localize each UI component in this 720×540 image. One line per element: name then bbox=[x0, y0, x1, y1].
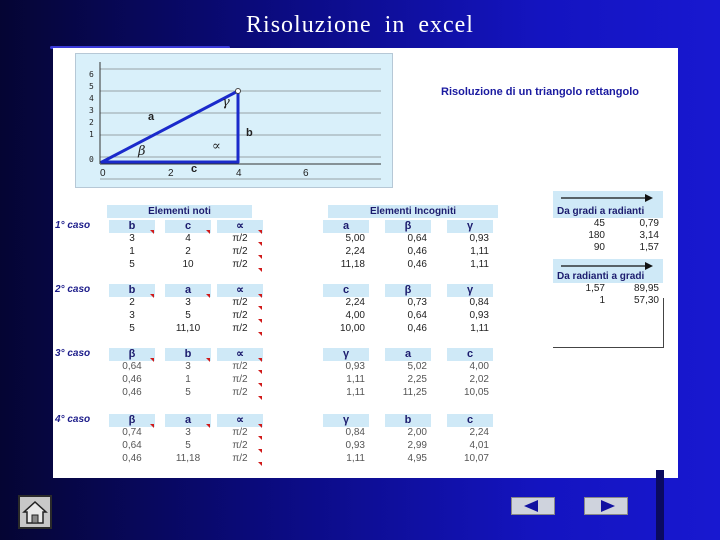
prev-arrow-icon bbox=[512, 498, 554, 514]
known-cell[interactable]: 0,74 bbox=[122, 427, 142, 438]
unknown-col-header: c bbox=[323, 284, 369, 297]
next-arrow-icon bbox=[585, 498, 627, 514]
unknown-col-header: c bbox=[447, 414, 493, 427]
known-cell[interactable]: 0,46 bbox=[122, 374, 142, 385]
unknown-cell[interactable]: 10,07 bbox=[463, 453, 489, 464]
known-cell[interactable]: 3 bbox=[185, 297, 191, 308]
deg-to-rad-header: Da gradi a radianti bbox=[553, 205, 663, 218]
unknown-cell[interactable]: 2,25 bbox=[407, 374, 427, 385]
known-cell[interactable]: 0,46 bbox=[122, 387, 142, 398]
unknown-cell[interactable]: 0,46 bbox=[407, 259, 427, 270]
known-col-header: ∝ bbox=[217, 220, 263, 233]
sheet-heading: Risoluzione di un triangolo rettangolo bbox=[441, 86, 639, 98]
unknown-cell[interactable]: 4,01 bbox=[469, 440, 489, 451]
unknown-col-header: a bbox=[385, 348, 431, 361]
label-alpha: ∝ bbox=[212, 139, 221, 154]
known-cell[interactable]: π/2 bbox=[232, 310, 248, 321]
conversion-cell[interactable]: 89,95 bbox=[633, 283, 659, 294]
unknown-cell[interactable]: 0,64 bbox=[407, 310, 427, 321]
known-cell[interactable]: 3 bbox=[129, 233, 135, 244]
conversion-cell[interactable]: 1,57 bbox=[585, 283, 605, 294]
known-col-header: β bbox=[109, 414, 155, 427]
known-cell[interactable]: 2 bbox=[129, 297, 135, 308]
unknown-cell[interactable]: 1,11 bbox=[470, 323, 489, 334]
unknown-cell[interactable]: 2,24 bbox=[345, 246, 365, 257]
known-cell[interactable]: 2 bbox=[185, 246, 191, 257]
label-a: a bbox=[148, 111, 155, 123]
known-col-header: b bbox=[165, 348, 211, 361]
unknown-cell[interactable]: 0,93 bbox=[345, 361, 365, 372]
known-cell[interactable]: π/2 bbox=[232, 233, 248, 244]
unknown-cell[interactable]: 4,00 bbox=[469, 361, 489, 372]
conv-border bbox=[663, 298, 664, 348]
known-cell[interactable]: 0,64 bbox=[122, 361, 142, 372]
conv-border-bottom bbox=[553, 347, 663, 348]
known-cell[interactable]: 4 bbox=[185, 233, 191, 244]
conversion-cell[interactable]: 57,30 bbox=[633, 295, 659, 306]
case-label: 2° caso bbox=[55, 284, 91, 295]
known-cell[interactable]: π/2 bbox=[232, 440, 248, 451]
unknown-cell[interactable]: 2,99 bbox=[407, 440, 427, 451]
unknown-col-header: β bbox=[385, 284, 431, 297]
unknown-col-header: c bbox=[447, 348, 493, 361]
triangle-chart bbox=[75, 53, 393, 188]
known-cell[interactable]: π/2 bbox=[232, 323, 248, 334]
case-label: 4° caso bbox=[55, 414, 91, 425]
y-tick-3: 3 bbox=[89, 106, 94, 115]
known-cell[interactable]: π/2 bbox=[232, 387, 248, 398]
unknown-cell[interactable]: 0,84 bbox=[345, 427, 365, 438]
label-gamma: γ bbox=[222, 95, 230, 110]
comment-marker bbox=[258, 462, 262, 466]
x-tick-6: 6 bbox=[303, 168, 309, 179]
next-button[interactable] bbox=[584, 497, 628, 515]
unknown-col-header: γ bbox=[447, 284, 493, 297]
unknown-cell[interactable]: 5,02 bbox=[407, 361, 427, 372]
unknown-cell[interactable]: 5,00 bbox=[345, 233, 365, 244]
label-b: b bbox=[246, 127, 253, 139]
unknown-col-header: a bbox=[323, 220, 369, 233]
known-cell[interactable]: 1 bbox=[185, 374, 191, 385]
unknown-cell[interactable]: 1,11 bbox=[346, 374, 365, 385]
triangle-chart-svg bbox=[76, 54, 392, 187]
slide-edge bbox=[656, 470, 664, 540]
known-cell[interactable]: 0,46 bbox=[122, 453, 142, 464]
unknown-elements-header: Elementi Incogniti bbox=[328, 205, 498, 218]
unknown-cell[interactable]: 0,93 bbox=[345, 440, 365, 451]
known-cell[interactable]: 5 bbox=[185, 440, 191, 451]
known-cell[interactable]: 10 bbox=[182, 259, 194, 270]
label-c: c bbox=[191, 163, 198, 175]
known-col-header: a bbox=[165, 414, 211, 427]
known-cell[interactable]: 0,64 bbox=[122, 440, 142, 451]
known-cell[interactable]: 5 bbox=[129, 323, 135, 334]
x-tick-0: 0 bbox=[100, 168, 106, 179]
known-col-header: ∝ bbox=[217, 348, 263, 361]
known-cell[interactable]: 5 bbox=[185, 387, 191, 398]
unknown-cell[interactable]: 0,84 bbox=[469, 297, 489, 308]
known-col-header: b bbox=[109, 220, 155, 233]
slide-title: Risoluzione in excel bbox=[246, 12, 474, 38]
unknown-cell[interactable]: 4,00 bbox=[345, 310, 365, 321]
unknown-cell[interactable]: 0,93 bbox=[469, 310, 489, 321]
conversion-cell[interactable]: 0,79 bbox=[639, 218, 659, 229]
known-cell[interactable]: π/2 bbox=[232, 259, 248, 270]
comment-marker bbox=[258, 268, 262, 272]
label-beta: β bbox=[138, 144, 146, 159]
unknown-cell[interactable]: 0,93 bbox=[469, 233, 489, 244]
known-cell[interactable]: π/2 bbox=[232, 246, 248, 257]
unknown-cell[interactable]: 4,95 bbox=[407, 453, 427, 464]
y-tick-5: 5 bbox=[89, 82, 94, 91]
known-cell[interactable]: 3 bbox=[185, 427, 191, 438]
unknown-cell[interactable]: 10,00 bbox=[339, 323, 365, 334]
unknown-cell[interactable]: 10,05 bbox=[463, 387, 489, 398]
conversion-cell[interactable]: 1 bbox=[599, 295, 605, 306]
comment-marker bbox=[258, 396, 262, 400]
unknown-cell[interactable]: 1,11 bbox=[470, 246, 489, 257]
known-cell[interactable]: π/2 bbox=[232, 453, 248, 464]
known-col-header: a bbox=[165, 284, 211, 297]
known-cell[interactable]: 11,18 bbox=[175, 453, 201, 464]
conversion-cell[interactable]: 180 bbox=[588, 230, 605, 241]
y-tick-6: 6 bbox=[89, 70, 94, 79]
known-cell[interactable]: π/2 bbox=[232, 374, 248, 385]
conversion-cell[interactable]: 45 bbox=[593, 218, 605, 229]
known-cell[interactable]: 5 bbox=[129, 259, 135, 270]
unknown-cell[interactable]: 1,11 bbox=[346, 387, 365, 398]
unknown-cell[interactable]: 0,46 bbox=[407, 246, 427, 257]
deg-to-rad-arrow bbox=[553, 191, 663, 205]
conversion-cell[interactable]: 1,57 bbox=[639, 242, 659, 253]
unknown-cell[interactable]: 0,64 bbox=[407, 233, 427, 244]
unknown-cell[interactable]: 1,11 bbox=[346, 453, 365, 464]
unknown-col-header: γ bbox=[447, 220, 493, 233]
unknown-cell[interactable]: 0,46 bbox=[407, 323, 427, 334]
known-cell[interactable]: 11,10 bbox=[175, 323, 201, 334]
x-tick-4: 4 bbox=[236, 168, 242, 179]
unknown-col-header: γ bbox=[323, 414, 369, 427]
y-tick-2: 2 bbox=[89, 118, 94, 127]
rad-to-deg-header: Da radianti a gradi bbox=[553, 270, 663, 283]
unknown-cell[interactable]: 2,00 bbox=[407, 427, 427, 438]
unknown-cell[interactable]: 2,24 bbox=[469, 427, 489, 438]
known-elements-header: Elementi noti bbox=[107, 205, 252, 218]
known-col-header: ∝ bbox=[217, 414, 263, 427]
known-col-header: ∝ bbox=[217, 284, 263, 297]
y-tick-1: 1 bbox=[89, 130, 94, 139]
unknown-col-header: b bbox=[385, 414, 431, 427]
conversion-cell[interactable]: 3,14 bbox=[639, 230, 659, 241]
known-cell[interactable]: 3 bbox=[185, 361, 191, 372]
unknown-cell[interactable]: 1,11 bbox=[470, 259, 489, 270]
unknown-cell[interactable]: 11,18 bbox=[340, 259, 365, 270]
known-cell[interactable]: 3 bbox=[129, 310, 135, 321]
y-tick-0: 0 bbox=[89, 155, 94, 164]
known-cell[interactable]: 5 bbox=[185, 310, 191, 321]
unknown-col-header: γ bbox=[323, 348, 369, 361]
spreadsheet[interactable] bbox=[53, 48, 678, 478]
case-label: 1° caso bbox=[55, 220, 91, 231]
comment-marker bbox=[258, 332, 262, 336]
unknown-col-header: β bbox=[385, 220, 431, 233]
known-cell[interactable]: π/2 bbox=[232, 361, 248, 372]
unknown-cell[interactable]: 11,25 bbox=[402, 387, 427, 398]
x-tick-2: 2 bbox=[168, 168, 174, 179]
known-cell[interactable]: π/2 bbox=[232, 297, 248, 308]
known-cell[interactable]: 1 bbox=[129, 246, 135, 257]
home-icon bbox=[20, 497, 50, 527]
known-col-header: b bbox=[109, 284, 155, 297]
known-col-header: β bbox=[109, 348, 155, 361]
unknown-cell[interactable]: 2,24 bbox=[345, 297, 365, 308]
case-label: 3° caso bbox=[55, 348, 91, 359]
home-button[interactable] bbox=[18, 495, 52, 529]
known-cell[interactable]: π/2 bbox=[232, 427, 248, 438]
unknown-cell[interactable]: 2,02 bbox=[469, 374, 489, 385]
prev-button[interactable] bbox=[511, 497, 555, 515]
unknown-cell[interactable]: 0,73 bbox=[407, 297, 427, 308]
conversion-cell[interactable]: 90 bbox=[593, 242, 605, 253]
known-col-header: c bbox=[165, 220, 211, 233]
y-tick-4: 4 bbox=[89, 94, 94, 103]
